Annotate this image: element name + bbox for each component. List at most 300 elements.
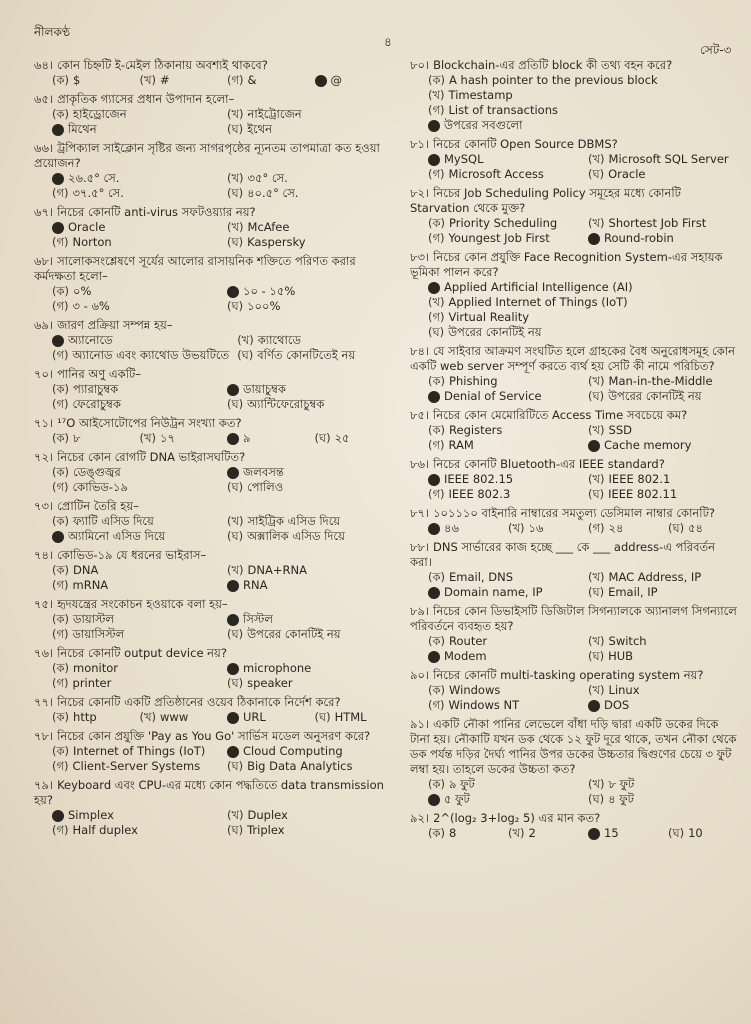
question (410, 408, 740, 453)
question-number: ৭২। (34, 450, 54, 464)
question-body: প্রোটিন তৈরি হয়– (57, 499, 139, 513)
answer-option[interactable] (428, 295, 740, 310)
answer-option[interactable] (588, 472, 740, 487)
question-number: ৭৭। (34, 695, 54, 709)
question-body: নিচের কোনটি Bluetooth-এর IEEE standard? (433, 457, 665, 471)
answer-option[interactable] (227, 744, 394, 759)
option-label: (ঘ) (588, 585, 605, 599)
option-label: (ক) (52, 744, 70, 758)
answer-option[interactable] (428, 389, 580, 404)
answer-option[interactable] (588, 521, 660, 536)
question-number: ৯০। (410, 668, 430, 682)
option-label: (গ) (227, 73, 244, 87)
option-text: IEEE 802.3 (448, 487, 511, 501)
option-text: RNA (243, 578, 268, 592)
answer-option[interactable] (52, 759, 219, 774)
answer-option[interactable] (588, 152, 740, 167)
question-text (410, 408, 740, 423)
answer-option[interactable] (428, 216, 580, 231)
option-text: HTML (334, 710, 367, 724)
answer-option[interactable] (227, 661, 394, 676)
question-text (410, 506, 740, 521)
answer-option[interactable] (428, 570, 580, 585)
answer-option[interactable] (52, 612, 219, 627)
option-label: (গ) (52, 823, 69, 837)
answer-option[interactable] (315, 431, 395, 446)
options (428, 73, 740, 133)
option-text: 8 (449, 826, 457, 840)
answer-option[interactable] (227, 220, 394, 235)
answer-option[interactable] (52, 808, 219, 823)
question-text (410, 811, 740, 826)
answer-option[interactable] (428, 118, 740, 133)
answer-option[interactable] (428, 472, 580, 487)
option-text: IEEE 802.11 (608, 487, 678, 501)
answer-option[interactable] (428, 487, 580, 502)
option-label: (ঘ) (227, 397, 244, 411)
option-label: (ক) (52, 612, 70, 626)
question-number: ৮৭। (410, 506, 430, 520)
answer-option[interactable] (52, 465, 219, 480)
answer-option[interactable] (315, 73, 395, 88)
answer-option[interactable] (588, 374, 740, 389)
answer-option[interactable] (428, 438, 580, 453)
answer-option[interactable] (227, 514, 394, 529)
question-number: ৬৫। (34, 92, 54, 106)
answer-option[interactable] (227, 676, 394, 691)
option-text: Half duplex (72, 823, 138, 837)
question (410, 186, 740, 246)
answer-option[interactable] (52, 186, 219, 201)
question-text (34, 778, 394, 808)
answer-option[interactable] (227, 563, 394, 578)
option-label: (গ) (52, 299, 69, 313)
option-text: MySQL (444, 152, 484, 166)
option-label: (খ) (227, 220, 244, 234)
option-text: ইথেন (247, 122, 272, 136)
option-text: DOS (604, 698, 630, 712)
answer-option[interactable] (588, 826, 660, 841)
option-text: Big Data Analytics (247, 759, 353, 773)
options (52, 431, 394, 446)
option-label: (গ) (52, 348, 69, 362)
option-text: @ (330, 73, 342, 87)
answer-option[interactable] (428, 792, 580, 807)
question-body: নিচের কোনটি anti-virus সফটওয়্যার নয়? (57, 205, 256, 219)
answer-option[interactable] (227, 171, 394, 186)
answer-option[interactable] (227, 107, 394, 122)
question (34, 499, 394, 544)
option-text: Internet of Things (IoT) (73, 744, 206, 758)
option-text: প্যারাচুম্বক (73, 382, 119, 396)
filled-bubble-icon (588, 700, 600, 712)
option-label: (গ) (428, 231, 445, 245)
option-label: (ক) (52, 514, 70, 528)
filled-bubble-icon (227, 663, 239, 675)
option-label: (ঘ) (227, 235, 244, 249)
option-label: (খ) (227, 514, 244, 528)
option-label: (ঘ) (668, 521, 685, 535)
answer-option[interactable] (428, 103, 740, 118)
option-text: ৮ (73, 431, 81, 445)
answer-option[interactable] (428, 423, 580, 438)
question (410, 250, 740, 340)
answer-option[interactable] (227, 823, 394, 838)
question-number: ৬৮। (34, 254, 54, 268)
answer-option[interactable] (588, 570, 740, 585)
question-text (410, 604, 740, 634)
answer-option[interactable] (227, 431, 307, 446)
answer-option[interactable] (508, 521, 580, 536)
option-label: (ঘ) (227, 529, 244, 543)
answer-option[interactable] (52, 382, 219, 397)
option-label: (খ) (227, 107, 244, 121)
option-label: (গ) (588, 521, 605, 535)
option-label: (গ) (52, 397, 69, 411)
option-text: 10 (688, 826, 703, 840)
option-label: (ঘ) (227, 759, 244, 773)
answer-option[interactable] (237, 348, 394, 363)
options (52, 808, 394, 838)
option-label: (খ) (428, 88, 445, 102)
options (428, 521, 740, 536)
option-text: ৩৫° সে. (247, 171, 288, 185)
answer-option[interactable] (227, 480, 394, 495)
filled-bubble-icon (52, 531, 64, 543)
question-body: যে সাইবার আক্রমণ সংঘটিত হলে গ্রাহকের বৈধ অনুরোধসমূহ কোন একটি web server সম্পূর্ণ করতে ব্যর্থ হয় সেটি কী নামে পরিচিত? (410, 344, 735, 373)
answer-option[interactable] (428, 231, 580, 246)
option-label: (ঘ) (668, 826, 685, 840)
answer-option[interactable] (52, 299, 219, 314)
answer-option[interactable] (52, 397, 219, 412)
answer-option[interactable] (227, 465, 394, 480)
option-text: সিস্টল (243, 612, 273, 626)
answer-option[interactable] (227, 759, 394, 774)
answer-option[interactable] (508, 826, 580, 841)
question-body: কোভিড-১৯ যে ধরনের ভাইরাস– (57, 548, 207, 562)
question-body: নিচের কোন রোগটি DNA ভাইরাসঘটিত? (57, 450, 246, 464)
answer-option[interactable] (588, 792, 740, 807)
answer-option[interactable] (140, 73, 220, 88)
answer-option[interactable] (588, 698, 740, 713)
question-text (34, 318, 394, 333)
answer-option[interactable] (227, 612, 394, 627)
answer-option[interactable] (227, 382, 394, 397)
options (428, 777, 740, 807)
answer-option[interactable] (588, 389, 740, 404)
answer-option[interactable] (588, 231, 740, 246)
option-text: বর্ণিত কোনটিতেই নয় (257, 348, 356, 362)
filled-bubble-icon (428, 523, 440, 535)
option-text: অক্সালিক এসিড দিয়ে (247, 529, 345, 543)
answer-option[interactable] (52, 73, 132, 88)
question-number: ৬৭। (34, 205, 54, 219)
question-body: নিচের কোনটি output device নয়? (57, 646, 227, 660)
answer-option[interactable] (227, 284, 394, 299)
answer-option[interactable] (588, 585, 740, 600)
option-label: (ঘ) (227, 186, 244, 200)
question-body: একটি নৌকা পানির লেভেলে বাঁধা দড়ি দ্বারা একটি ডকের দিকে টানা হয়। নৌকাটি যখন ডক থেকে ১২ ফুট দূরে থাকে, তখন নৌকা থেকে ডক পর্যন্ত দড়ির দৈর্ঘ্য পানির উপর ডকের উচ্চতার দ্বিগুণের চেয়ে ৩ ফুট লম্বা হয়। তাহলে ডকের উচ্চতা কত? (410, 717, 737, 776)
answer-option[interactable] (52, 627, 219, 642)
option-text: ৩৭.৫° সে. (72, 186, 124, 200)
filled-bubble-icon (52, 335, 64, 347)
answer-option[interactable] (52, 333, 229, 348)
filled-bubble-icon (227, 580, 239, 592)
answer-option[interactable] (428, 88, 740, 103)
option-label: (ঘ) (588, 792, 605, 806)
options (52, 744, 394, 774)
option-text: মিথেন (68, 122, 97, 136)
option-label: (গ) (428, 698, 445, 712)
answer-option[interactable] (52, 710, 132, 725)
option-label: (ঘ) (227, 627, 244, 641)
question (34, 778, 394, 838)
option-label: (খ) (139, 710, 157, 724)
option-label: (ঘ) (314, 431, 331, 445)
question-text (34, 548, 394, 563)
answer-option[interactable] (140, 431, 220, 446)
option-text: ১৬ (528, 521, 544, 535)
answer-option[interactable] (588, 649, 740, 664)
option-label: (গ) (52, 759, 69, 773)
answer-option[interactable] (227, 122, 394, 137)
option-text: ৯ ফুট (449, 777, 475, 791)
option-text: $ (73, 73, 81, 87)
question-number: ৬৪। (34, 58, 54, 72)
question (34, 58, 394, 88)
question (34, 695, 394, 725)
answer-option[interactable] (428, 777, 580, 792)
answer-option[interactable] (588, 683, 740, 698)
option-text: ৪৬ (444, 521, 459, 535)
option-text: McAfee (247, 220, 290, 234)
question-text (34, 646, 394, 661)
options (52, 661, 394, 691)
option-text: List of transactions (448, 103, 558, 117)
answer-option[interactable] (52, 122, 219, 137)
question-number: ৭০। (34, 367, 54, 381)
answer-option[interactable] (52, 171, 219, 186)
question (410, 457, 740, 502)
answer-option[interactable] (428, 280, 740, 295)
answer-option[interactable] (227, 73, 307, 88)
answer-option[interactable] (227, 710, 307, 725)
answer-option[interactable] (227, 186, 394, 201)
option-text: Microsoft SQL Server (608, 152, 729, 166)
option-label: (খ) (508, 521, 525, 535)
option-text: ২৬.৫° সে. (68, 171, 120, 185)
answer-option[interactable] (428, 683, 580, 698)
answer-option[interactable] (428, 152, 580, 167)
answer-option[interactable] (668, 826, 740, 841)
answer-option[interactable] (315, 710, 395, 725)
answer-option[interactable] (428, 826, 500, 841)
question-body: নিচের কোন মেমোরিটিতে Access Time সবচেয়ে কম? (433, 408, 688, 422)
option-label: (ক) (52, 107, 70, 121)
question-text (34, 58, 394, 73)
option-text: Virtual Reality (448, 310, 530, 324)
option-text: অ্যানোডে (68, 333, 113, 347)
answer-option[interactable] (227, 235, 394, 250)
answer-option[interactable] (588, 167, 740, 182)
option-label: (গ) (52, 186, 69, 200)
question-text (410, 186, 740, 216)
question-text (410, 58, 740, 73)
answer-option[interactable] (428, 374, 580, 389)
question-number: ৬৯। (34, 318, 54, 332)
question (410, 668, 740, 713)
question (34, 367, 394, 412)
option-text: speaker (247, 676, 293, 690)
answer-option[interactable] (428, 585, 580, 600)
answer-option[interactable] (227, 529, 394, 544)
answer-option[interactable] (588, 487, 740, 502)
option-text: ১০০% (247, 299, 281, 313)
question-body: হৃদযন্ত্রের সংকোচন হওয়াকে বলা হয়– (57, 597, 228, 611)
question (34, 548, 394, 593)
question (410, 506, 740, 536)
header-right: সেট-৩ (700, 43, 732, 57)
options (52, 73, 394, 88)
question-number: ৮২। (410, 186, 430, 200)
question-text (410, 250, 740, 280)
question (34, 92, 394, 137)
answer-option[interactable] (428, 521, 500, 536)
question (410, 137, 740, 182)
option-text: 15 (604, 826, 619, 840)
answer-option[interactable] (428, 634, 580, 649)
option-label: (ক) (52, 382, 70, 396)
answer-option[interactable] (227, 808, 394, 823)
option-text: MAC Address, IP (608, 570, 702, 584)
answer-option[interactable] (52, 823, 219, 838)
option-text: Round-robin (604, 231, 674, 245)
question-text (34, 205, 394, 220)
options (52, 107, 394, 137)
filled-bubble-icon (428, 651, 440, 663)
option-text: IEEE 802.1 (608, 472, 671, 486)
question-number: ৭৮। (34, 729, 54, 743)
page-number: ৪ (384, 35, 392, 49)
option-text: সাইট্রিক এসিড দিয়ে (247, 514, 341, 528)
question-body: প্রাকৃতিক গ্যাসের প্রধান উপাদান হলো– (57, 92, 235, 106)
option-text: ১৭ (160, 431, 175, 445)
question-body: Blockchain-এর প্রতিটি block কী তথ্য বহন করে? (433, 58, 673, 72)
answer-option[interactable] (588, 777, 740, 792)
question-text (34, 499, 394, 514)
question-number: ৯২। (410, 811, 430, 825)
answer-option[interactable] (52, 235, 219, 250)
answer-option[interactable] (428, 649, 580, 664)
question-body: Keyboard এবং CPU-এর মধ্যে কোন পদ্ধতিতে data transmission হয়? (34, 778, 384, 807)
answer-option[interactable] (428, 698, 580, 713)
answer-option[interactable] (227, 397, 394, 412)
answer-option[interactable] (668, 521, 740, 536)
answer-option[interactable] (52, 661, 219, 676)
option-label: (খ) (227, 171, 244, 185)
option-label: (ঘ) (428, 325, 445, 339)
answer-option[interactable] (428, 310, 740, 325)
option-text: DNA+RNA (247, 563, 307, 577)
answer-option[interactable] (428, 73, 740, 88)
answer-option[interactable] (52, 578, 219, 593)
option-text: SSD (608, 423, 632, 437)
option-text: ৪ ফুট (608, 792, 634, 806)
answer-option[interactable] (52, 431, 132, 446)
answer-option[interactable] (52, 514, 219, 529)
answer-option[interactable] (237, 333, 394, 348)
options (428, 826, 740, 841)
option-label: (ক) (428, 826, 446, 840)
question (34, 729, 394, 774)
option-text: mRNA (72, 578, 109, 592)
answer-option[interactable] (140, 710, 220, 725)
header-left: নীলকণ্ঠ (34, 25, 71, 39)
option-text: ৫৪ (688, 521, 704, 535)
option-text: & (247, 73, 257, 87)
answer-option[interactable] (52, 480, 219, 495)
option-text: ডায়াসিস্টল (72, 627, 125, 641)
option-text: Windows (449, 683, 501, 697)
option-label: (খ) (588, 570, 605, 584)
answer-option[interactable] (588, 438, 740, 453)
answer-option[interactable] (52, 676, 219, 691)
option-label: (ক) (428, 777, 446, 791)
question-text (410, 137, 740, 152)
option-text: Duplex (247, 808, 288, 822)
answer-option[interactable] (52, 529, 219, 544)
answer-option[interactable] (428, 325, 740, 340)
answer-option[interactable] (227, 299, 394, 314)
option-text: Oracle (68, 220, 106, 234)
option-text: printer (72, 676, 112, 690)
question-number: ৮০। (410, 58, 430, 72)
answer-option[interactable] (588, 216, 740, 231)
option-text: Cache memory (604, 438, 692, 452)
option-text: ২৫ (334, 431, 350, 445)
option-label: (ক) (52, 563, 70, 577)
option-text: ফেরোচুম্বক (72, 397, 121, 411)
question-body: DNS সার্ভারের কাজ হচ্ছে ___ কে ___ address-এ পরিবর্তন করা। (410, 540, 715, 569)
answer-option[interactable] (52, 220, 219, 235)
options (52, 710, 394, 725)
filled-bubble-icon (52, 124, 64, 136)
answer-option[interactable] (52, 284, 219, 299)
option-text: Cloud Computing (243, 744, 343, 758)
option-label: (ক) (52, 710, 70, 724)
answer-option[interactable] (52, 348, 229, 363)
answer-option[interactable] (428, 167, 580, 182)
answer-option[interactable] (227, 627, 394, 642)
option-text: Man-in-the-Middle (608, 374, 713, 388)
answer-option[interactable] (227, 578, 394, 593)
option-text: অ্যান্টিফেরোচুম্বক (247, 397, 325, 411)
question-body: নিচের Job Scheduling Policy সমূহের মধ্যে কোনটি Starvation থেকে মুক্ত? (410, 186, 681, 215)
question-text (34, 729, 394, 744)
question (34, 141, 394, 201)
answer-option[interactable] (52, 563, 219, 578)
option-text: পোলিও (247, 480, 284, 494)
option-label: (ঘ) (588, 487, 605, 501)
answer-option[interactable] (52, 744, 219, 759)
answer-option[interactable] (52, 107, 219, 122)
answer-option[interactable] (588, 423, 740, 438)
answer-option[interactable] (588, 634, 740, 649)
question-body: পানির অণু একটি– (57, 367, 142, 381)
question-number: ৭৪। (34, 548, 54, 562)
option-text: IEEE 802.15 (444, 472, 514, 486)
question-body: নিচের কোনটি multi-tasking operating system নয়? (433, 668, 704, 682)
